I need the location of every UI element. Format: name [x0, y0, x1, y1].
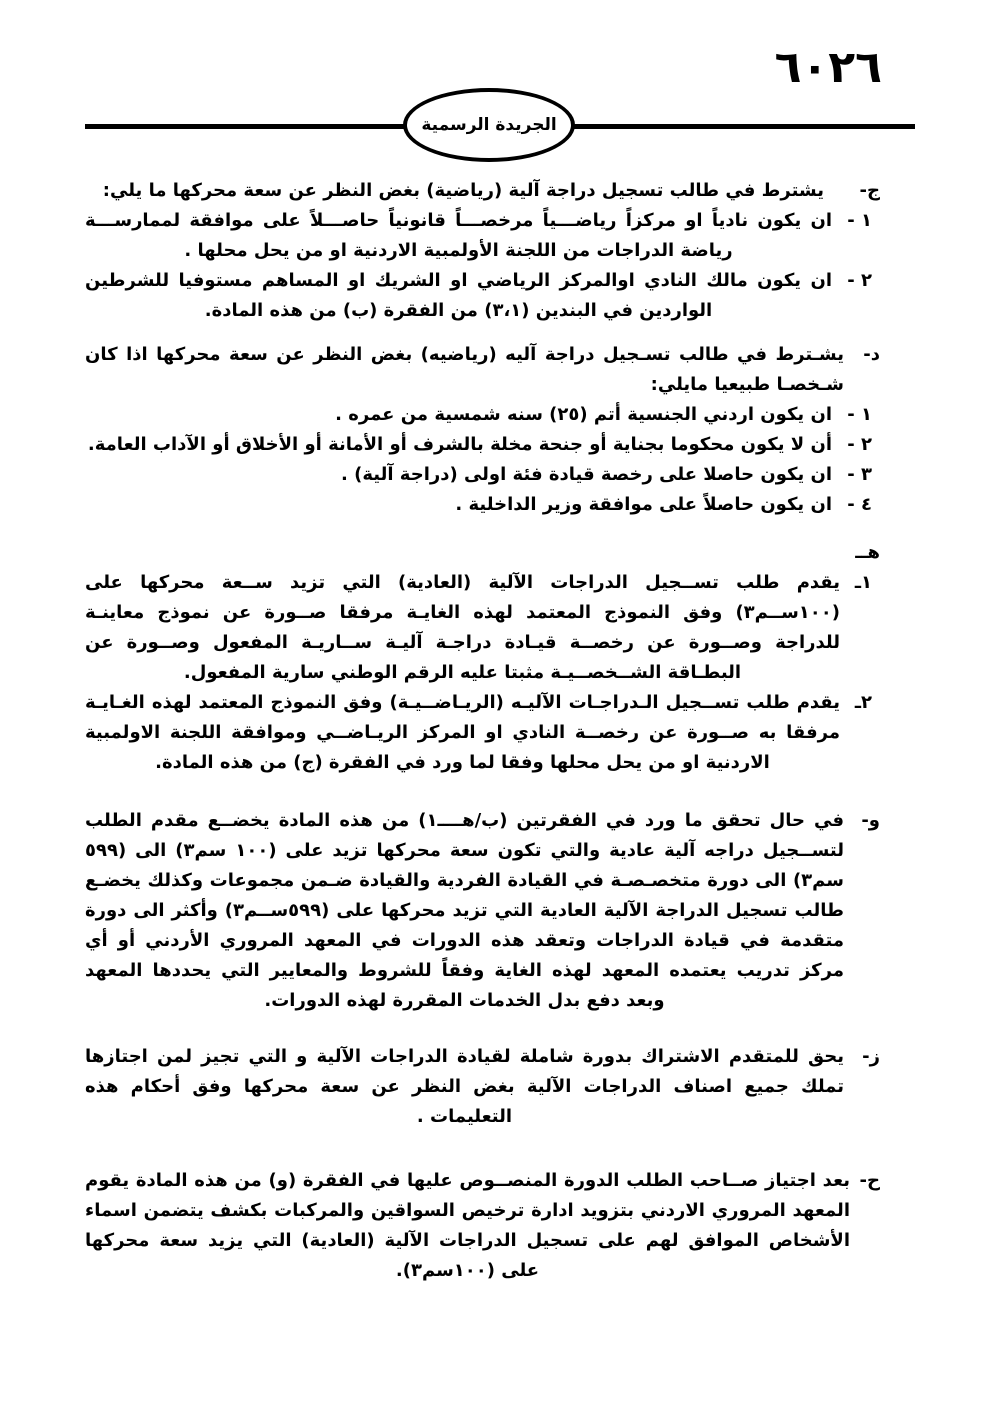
page-number: ٦٠٢٦ [774, 42, 882, 93]
section-waw-row [85, 806, 880, 1016]
section-label: ج- [859, 180, 880, 201]
item-number: ٢ - [847, 434, 872, 455]
gazette-badge-label: الجريدة الرسمية [421, 115, 557, 135]
section-jeem-intro-row [85, 176, 880, 206]
list-item [85, 688, 872, 778]
section-label: و- [861, 810, 880, 831]
list-item [85, 430, 872, 460]
item-text: أن لا يكون محكوما بجناية أو جنحة مخلة بالشرف أو الأمانة أو الأخلاق أو الآداب العامة. [87, 434, 832, 455]
list-item [85, 568, 872, 688]
item-number: ١ - [847, 210, 872, 231]
section-jeem [85, 176, 880, 326]
section-dal-intro-row [85, 340, 880, 400]
section-text: يحق للمتقدم الاشتراك بدورة شاملة لقيادة الدراجات الآلية و التي تجيز لمن اجتازها تملك جميع اصناف الدراجات الآلية بغض النظر عن سعة محركها وفق أحكام هذه التعليمات . [85, 1046, 844, 1127]
list-item [85, 400, 872, 430]
item-text: ان يكون نادياً او مركزاً رياضـــياً مرخصـــاً قانونياً حاصـــلاً على موافقة لممارســـة رياضة الدراجات من اللجنة الأولمبية الاردنية او من يحل محلها . [85, 210, 832, 261]
section-label: د- [863, 344, 880, 365]
section-ha-label-row [85, 538, 880, 568]
list-item [85, 266, 872, 326]
section-text: في حال تحقق ما ورد في الفقرتين (ب/هــــ١) من هذه المادة يخضــع مقدم الطلب لتســجيل دراجه آلية عادية والتي تكون سعة محركها تزيد على (١٠٠ سم٣) الى (٥٩٩ سم٣) الى دورة متخصـصـة في القيادة الفردية والقيادة ضـمن مجموعات وكذلك يخضـع طالب تسجيل الدراجة الآلية العادية التي تزيد محركها على (٥٩٩ســم٣) وأكثر الى دورة متقدمة في قيادة الدراجات وتعقد هذه الدورات في المعهد المروري الأردني أو أي مركز تدريب يعتمده المعهد لهذه الغاية وفقاً للشروط والمعايير التي يحددها المعهد وبعد دفع بدل الخدمات المقررة لهذه الدورات. [85, 810, 844, 1011]
item-text: يقدم طلب تســجيل الدراجات الآلية (العادية) التي تزيد ســعة محركها على (١٠٠ســم٣) وفق النموذج المعتمد لهذه الغايـة مرفقا صــورة عن نموذج معاينـة للدراجة وصــورة عن رخصــة قيـادة دراجـة آليـة ســاريـة المفعول وصــورة عن البطـاقة الشــخصــيـة مثبتا عليه الرقم الوطني سارية المفعول. [85, 572, 840, 683]
section-hha-row [85, 1166, 880, 1286]
section-ha-items [85, 568, 872, 778]
section-zay-row [85, 1042, 880, 1132]
item-number: ٤ - [847, 494, 872, 515]
section-waw [85, 806, 880, 1016]
item-number: ٢ - [847, 270, 872, 291]
list-item [85, 206, 872, 266]
item-text: ان يكون مالك النادي اوالمركز الرياضي او الشريك او المساهم مستوفيا للشرطين الواردين في البندين (٣،١) من الفقرة (ب) من هذه المادة. [85, 270, 832, 321]
section-ha [85, 538, 880, 778]
item-text: ان يكون حاصلا على رخصة قيادة فئة اولى (دراجة آلية) . [341, 464, 832, 485]
item-number: ٣ - [847, 464, 872, 485]
item-text: يقدم طلب تســجيل الـدراجـات الآليـه (الريـاضــيـة) وفق النموذج المعتمد لهذه الغـايـة مرفقا به صــورة عن رخصــة النادي او المركز الريـاضــي وموافقة اللجنة الاولمبية الاردنية او من يحل محلها وفقا لما ورد في الفقرة (ج) من هذه المادة. [85, 692, 840, 773]
section-hha [85, 1166, 880, 1286]
section-label: هــ [855, 542, 880, 563]
section-label: ح- [859, 1170, 880, 1191]
section-dal-items [85, 400, 872, 520]
list-item [85, 460, 872, 490]
item-number: ٢ـ [854, 692, 872, 713]
section-jeem-items [85, 206, 872, 326]
section-zay [85, 1042, 880, 1132]
item-text: ان يكون اردني الجنسية أتم (٢٥) سنه شمسية من عمره . [335, 404, 832, 425]
item-text: ان يكون حاصلاً على موافقة وزير الداخلية . [455, 494, 832, 515]
section-dal [85, 340, 880, 520]
list-item [85, 490, 872, 520]
item-number: ١ - [847, 404, 872, 425]
section-label: ز- [862, 1046, 880, 1067]
section-text: بعد اجتياز صــاحب الطلب الدورة المنصــوص عليها في الفقرة (و) من هذه المادة يقوم المعهد المروري الاردني بتزويد ادارة ترخيص السواقين والمركبات بكشف يتضمن اسماء الأشخاص الموافق لهم على تسجيل الدراجات الآلية (العادية) التي يزيد سعة محركها على (١٠٠سم٣). [85, 1170, 850, 1281]
section-intro: يشترط في طالب تسجيل دراجة آلية (رياضية) بغض النظر عن سعة محركها ما يلي: [102, 180, 824, 201]
item-number: ١ـ [854, 572, 872, 593]
section-intro: يشـترط في طالب تسـجيل دراجة آليه (رياضيه) بغض النظر عن سعة محركها اذا كان شـخصـا طبيعيا مايلي: [85, 344, 844, 395]
